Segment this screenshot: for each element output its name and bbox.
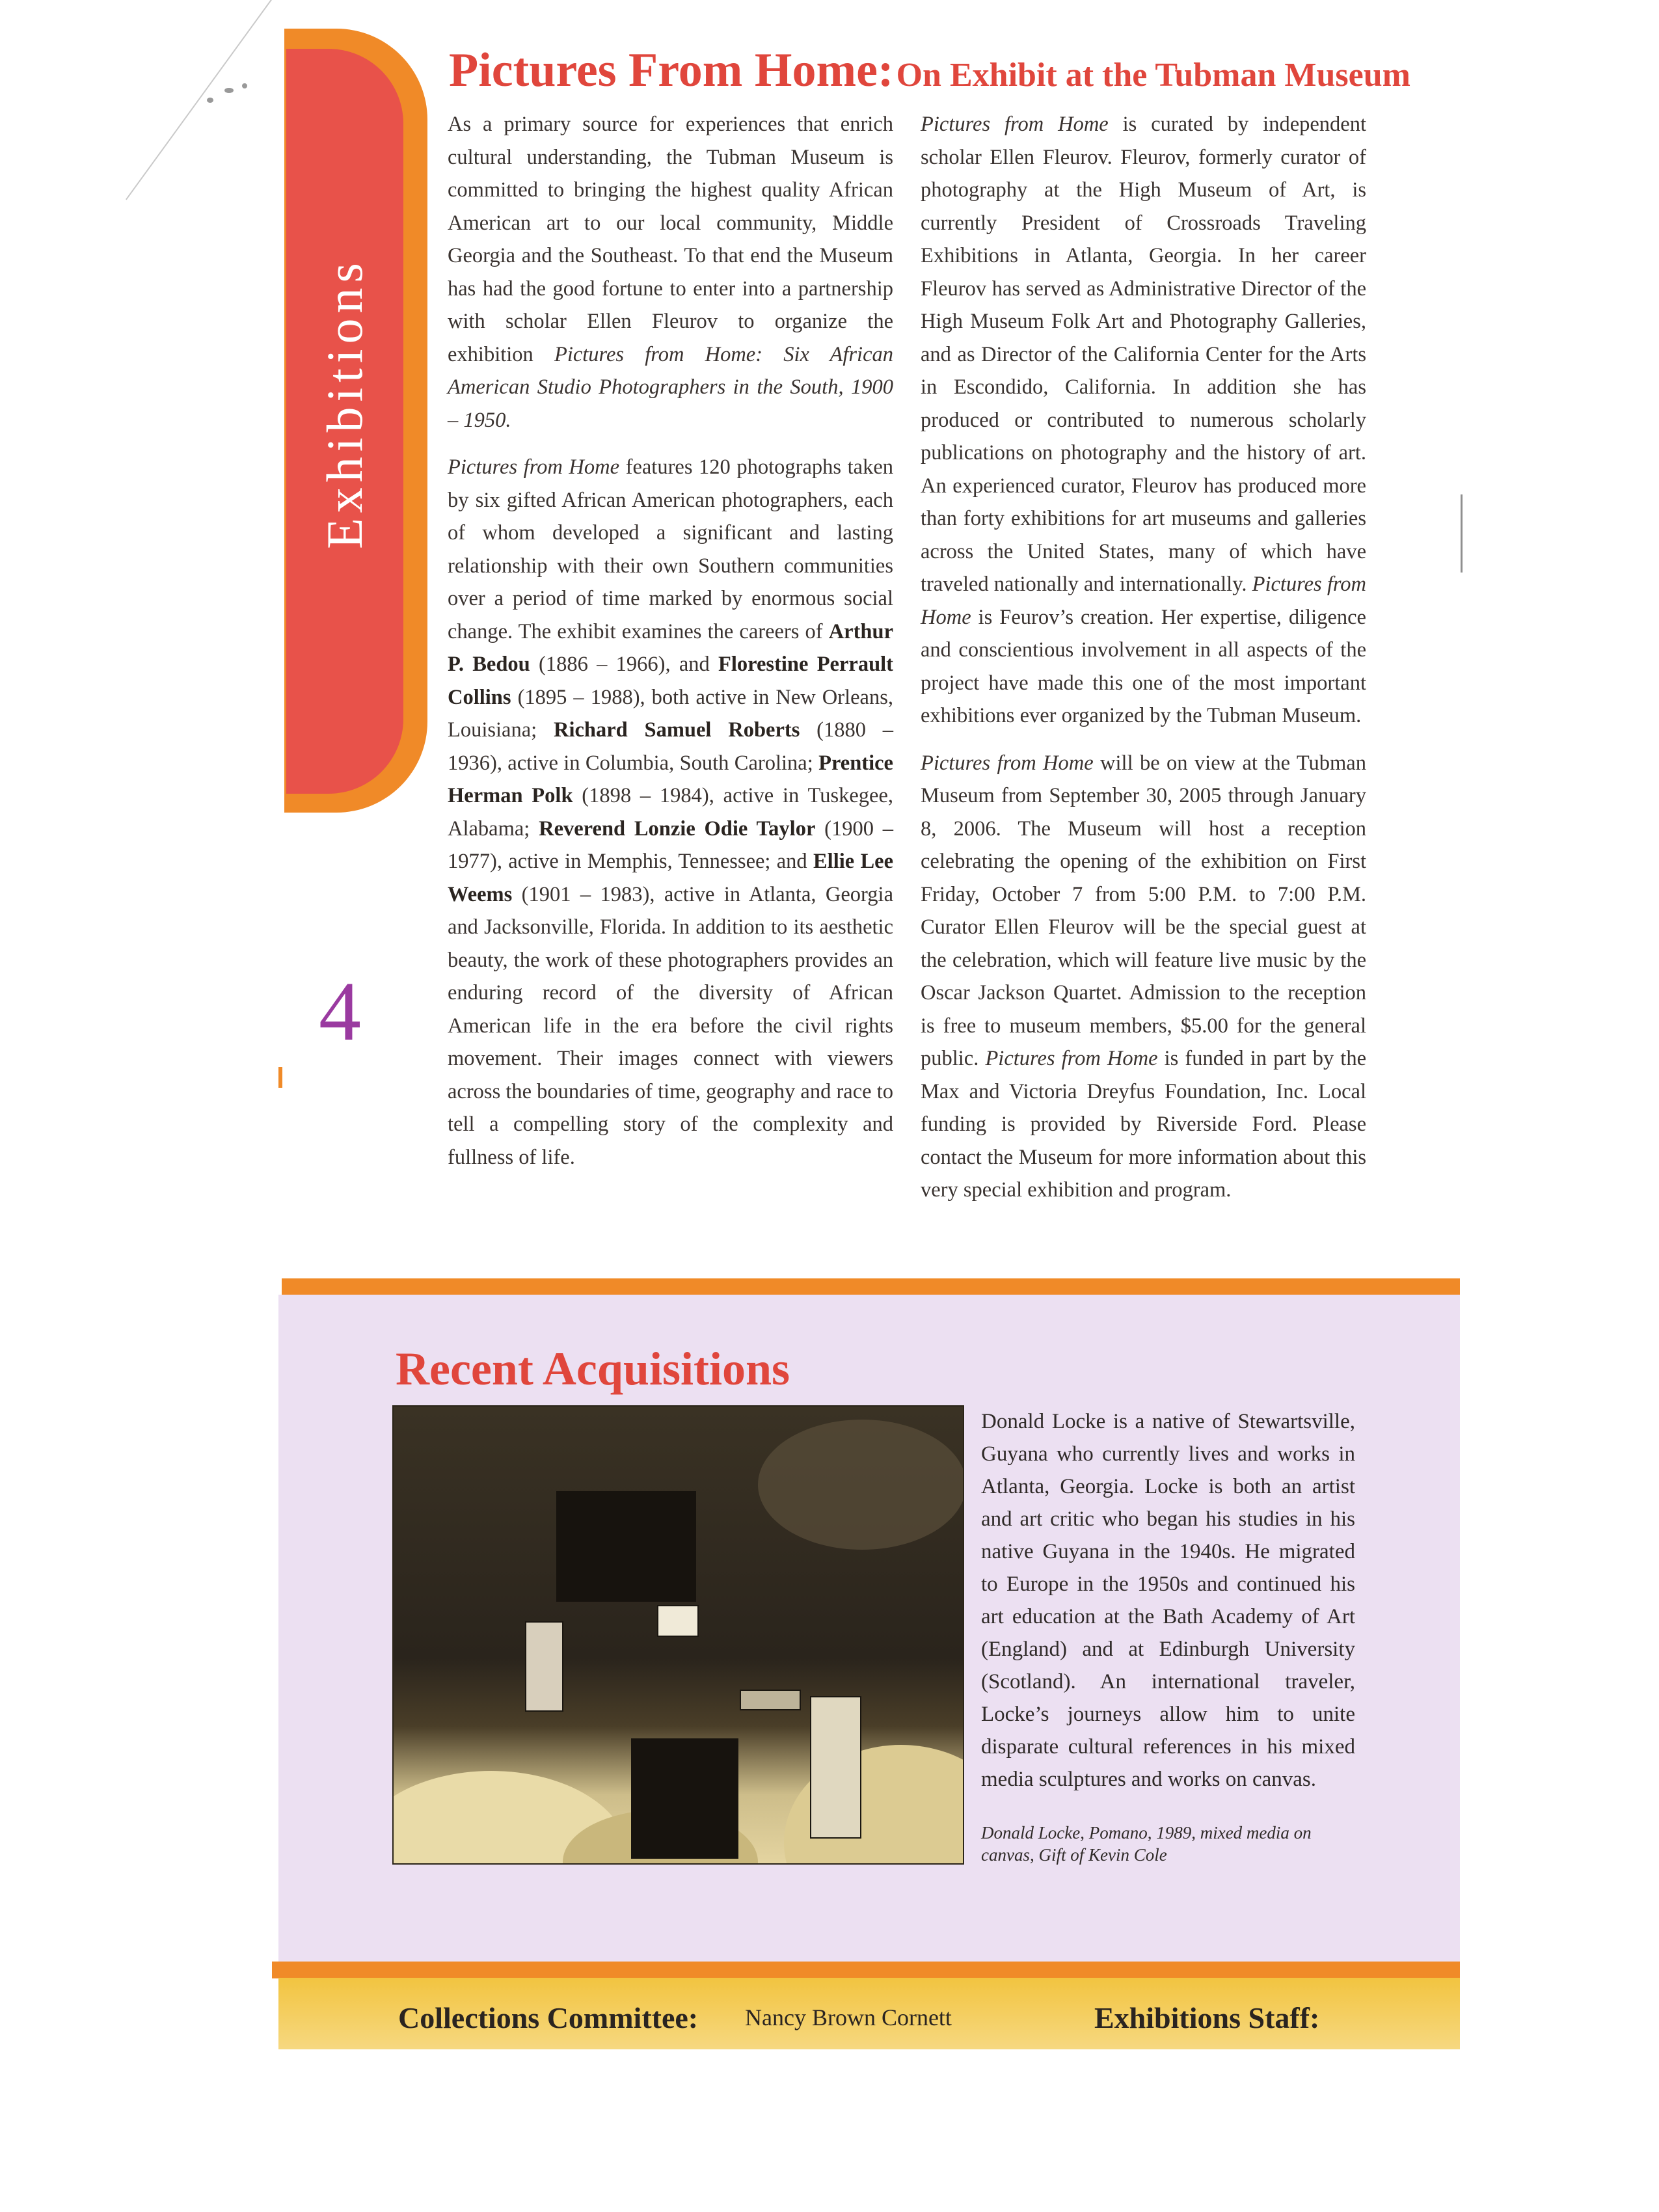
section-tab-label: [293, 189, 397, 618]
exhibition-title: Pictures from Home: [921, 113, 1109, 136]
page-tick-mark: [278, 1067, 282, 1088]
scan-edge-line: [126, 0, 272, 200]
artwork-small-panel: [657, 1605, 699, 1637]
artwork-dark-square: [556, 1491, 696, 1602]
paragraph-text: (1898 – 1984), active in Tuskegee, Alabama;: [448, 784, 893, 841]
section-divider: [282, 1278, 1460, 1295]
photographer-name: Arthur P. Bedou: [448, 619, 893, 676]
artwork-mid-area: [758, 1420, 964, 1550]
scan-mark: [1461, 494, 1463, 573]
artwork-image: [392, 1405, 964, 1865]
article-paragraph: [921, 108, 1366, 733]
paragraph-text: (1886 – 1966), and: [530, 653, 719, 676]
section-tab-text: Exhibitions: [316, 258, 373, 549]
article-paragraph: [448, 451, 893, 1174]
artwork-figure-panel: [525, 1621, 563, 1712]
photographer-name: Reverend Lonzie Odie Taylor: [539, 816, 816, 841]
exhibition-title: Pictures from Home: [448, 455, 620, 479]
article-column-left: [448, 108, 893, 1188]
paragraph-text: is funded in part by the Max and Victoria Dreyfus Foundation, Inc. Local funding is provided by Riverside Ford. Please contact the Museum for more information about this very special exhibition and program.: [921, 1047, 1367, 1202]
footer-divider: [272, 1962, 1460, 1978]
scan-speck: [224, 88, 234, 93]
paragraph-text: (1900 – 1977), active in Memphis, Tennessee; and: [448, 816, 893, 873]
artwork-strip-panel: [740, 1690, 801, 1710]
paragraph-text: As a primary source for experiences that enrich cultural understanding, the Tubman Museum is committed to bringing the highest quality African American art to our local community, Middle Georgia and the Southeast. To that end the Museum has had the good fortune to enter into a partnership with scholar Ellen Fleurov to organize the exhibition: [448, 113, 893, 366]
photographer-name: Richard Samuel Roberts: [553, 718, 800, 742]
scan-speck: [242, 83, 247, 88]
exhibition-title: Pictures from Home: [921, 573, 1367, 629]
photographer-name: Ellie Lee Weems: [448, 850, 894, 906]
acquisitions-body: Donald Locke is a native of Stewartsville, Guyana who currently lives and works in Atlanta, Georgia. Locke is both an artist and art critic who began his studies in his native Guyana in the 1940s. He migrated to Europe in the 1950s and continued his art education at the Bath Academy of Art (England) and at Edinburgh University (Scotland). An international traveler, Locke’s journeys allow him to unite disparate cultural references in his mixed media sculptures and works on canvas.: [981, 1410, 1355, 1791]
article-title-main: Pictures From Home:: [449, 44, 894, 97]
page-number: 4: [319, 965, 361, 1059]
exhibition-title: Pictures from Home: [985, 1047, 1158, 1070]
artwork-caption: Donald Locke, Pomano, 1989, mixed media on canvas, Gift of Kevin Cole: [981, 1823, 1312, 1865]
collections-committee-member: Nancy Brown Cornett: [745, 2004, 952, 2030]
article-title: [449, 43, 1410, 98]
acquisitions-title: Recent Acquisitions: [396, 1343, 790, 1395]
paragraph-text: features 120 photographs taken by six gifted African American photographers, each of whom developed a significant and lasting relationship with their own Southern communities over a period of time marked by enormous social change. The exhibit examines the careers of: [448, 455, 893, 643]
collections-committee-label: Collections Committee:: [398, 2001, 699, 2034]
paragraph-text: (1895 – 1988), both active in New Orleans, Louisiana;: [448, 685, 893, 742]
article-column-right: [921, 108, 1366, 1221]
exhibition-title: Pictures from Home: [921, 751, 1094, 775]
scan-speck: [207, 98, 213, 103]
paragraph-text: will be on view at the Tubman Museum from September 30, 2005 through January 8, 2006. The Museum will host a reception celebrating the opening of the exhibition on First Friday, October 7 from 5:00 P.M. to 7:00 P.M. Curator Ellen Fleurov will be the special guest at the celebration, which will feature live music by the Oscar Jackson Quartet. Admission to the reception is free to museum members, $5.00 for the general public.: [921, 751, 1366, 1070]
article-paragraph: [448, 108, 893, 437]
exhibitions-staff-label: Exhibitions Staff:: [1094, 2001, 1320, 2034]
exhibition-title: Pictures from Home: Six African American Studio Photographers in the South, 1900 – 1950.: [448, 342, 893, 432]
article-title-sub: On Exhibit at the Tubman Museum: [896, 57, 1410, 94]
paragraph-text: is Feurov’s creation. Her expertise, diligence and conscientious involvement in all aspects of the project have made this one of the most important exhibitions ever organized by the Tubman Museum.: [921, 605, 1366, 727]
artwork-dark-square: [631, 1738, 738, 1859]
artwork-figure-panel: [810, 1696, 861, 1839]
paragraph-text: (1901 – 1983), active in Atlanta, Georgia and Jacksonville, Florida. In addition to its aesthetic beauty, the work of these photographers provides an enduring record of the diversity of African American life in the era before the civil rights movement. Their images connect with viewers across the boundaries of time, geography and race to tell a compelling story of the complexity and fullness of life.: [448, 882, 893, 1169]
paragraph-text: (1880 – 1936), active in Columbia, South Carolina;: [448, 718, 894, 775]
paragraph-text: is curated by independent scholar Ellen Fleurov. Fleurov, formerly curator of photography at the High Museum of Art, is currently President of Crossroads Traveling Exhibitions in Atlanta, Georgia. In her career Fleurov has served as Administrative Director of the High Museum Folk Art and Photography Galleries, and as Director of the California Center for the Arts in Escondido, California. In addition she has produced or contributed to numerous scholarly publications on photography and the history of art. An experienced curator, Fleurov has produced more than forty exhibitions for art museums and galleries across the United States, many of which have traveled nationally and internationally.: [921, 113, 1366, 596]
article-paragraph: [921, 747, 1366, 1207]
photographer-name: Florestine Perrault Collins: [448, 653, 893, 709]
photographer-name: Prentice Herman Polk: [448, 751, 893, 807]
